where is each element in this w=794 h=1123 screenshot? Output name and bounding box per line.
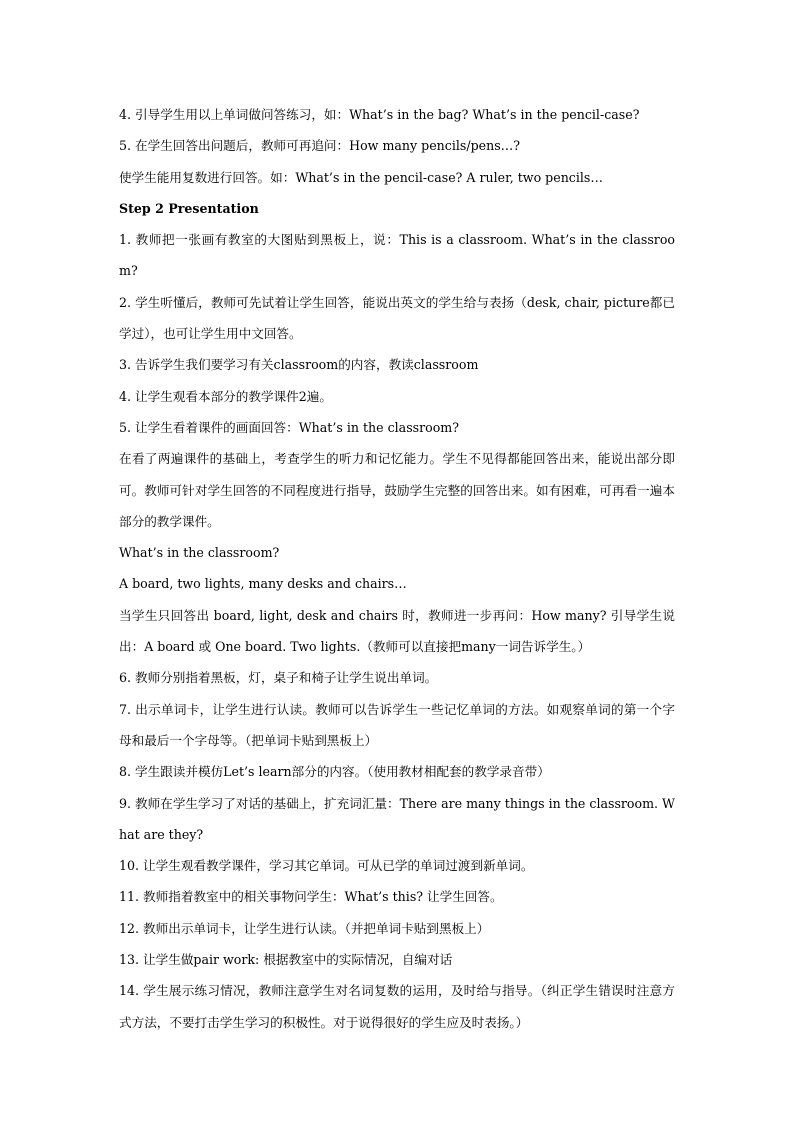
paragraph-step2-item6: 6. 教师分别指着黑板，灯，桌子和椅子让学生说出单词。 [119,670,438,686]
paragraph-step2-item4: 4. 让学生观看本部分的教学课件2遍。 [119,388,332,404]
paragraph-step2-item3: 3. 告诉学生我们要学习有关classroom的内容，教读classroom [119,357,479,373]
paragraph-question-classroom: What’s in the classroom? [119,545,280,561]
paragraph-step2-item5: 5. 让学生看着课件的画面回答：What’s in the classroom? [119,419,459,435]
paragraph-step2-item1: 1. 教师把一张画有教室的大图贴到黑板上，说：This is a classroom. What’s in the classroom? [119,232,675,279]
paragraph-plural-answer: 使学生能用复数进行回答。如：What’s in the pencil-case? A ruler, two pencils… [119,169,603,185]
paragraph-step2-item14: 14. 学生展示练习情况，教师注意学生对名词复数的运用，及时给与指导。（纠正学生错误时注意方式方法，不要打击学生学习的积极性。对于说得很好的学生应及时表扬。） [119,983,675,1030]
paragraph-how-many: 当学生只回答出 board, light, desk and chairs 时，教师进一步再问：How many? 引导学生说出：A board 或 One board. Two lights.（教师可以直接把many一词告诉学生。） [119,607,675,655]
paragraph-step2-item11: 11. 教师指着教室中的相关事物问学生：What’s this? 让学生回答。 [119,889,503,905]
paragraph-listening-memory: 在看了两遍课件的基础上，考查学生的听力和记忆能力。学生不见得都能回答出来，能说出部分即可。教师可针对学生回答的不同程度进行指导，鼓励学生完整的回答出来。如有困难，可再看一遍本部分的教学课件。 [119,451,675,529]
paragraph-step1-item5: 5. 在学生回答出问题后，教师可再追问：How many pencils/pens…? [119,138,521,154]
paragraph-step2-item7: 7. 出示单词卡，让学生进行认读。教师可以告诉学生一些记忆单词的方法。如观察单词的第一个字母和最后一个字母等。（把单词卡贴到黑板上） [119,701,675,748]
section-heading-step2: Step 2 Presentation [119,200,259,216]
paragraph-step2-item9: 9. 教师在学生学习了对话的基础上，扩充词汇量：There are many things in the classroom. What are they? [119,795,675,842]
paragraph-step1-item4: 4. 引导学生用以上单词做问答练习，如：What’s in the bag? What’s in the pencil-case? [119,107,640,122]
paragraph-step2-item12: 12. 教师出示单词卡，让学生进行认读。（并把单词卡贴到黑板上） [119,920,490,936]
paragraph-step2-item2: 2. 学生听懂后，教师可先试着让学生回答，能说出英文的学生给与表扬（desk, chair, picture都已学过），也可让学生用中文回答。 [119,294,675,342]
paragraph-answer-board: A board, two lights, many desks and chairs… [119,576,407,592]
document-body [119,99,675,1038]
paragraph-step2-item8: 8. 学生跟读并模仿Let’s learn部分的内容。（使用教材相配套的教学录音带） [119,764,550,780]
paragraph-step2-item10: 10. 让学生观看教学课件，学习其它单词。可从已学的单词过渡到新单词。 [119,858,534,874]
paragraph-step2-item13: 13. 让学生做pair work: 根据教室中的实际情况，自编对话 [119,952,453,968]
